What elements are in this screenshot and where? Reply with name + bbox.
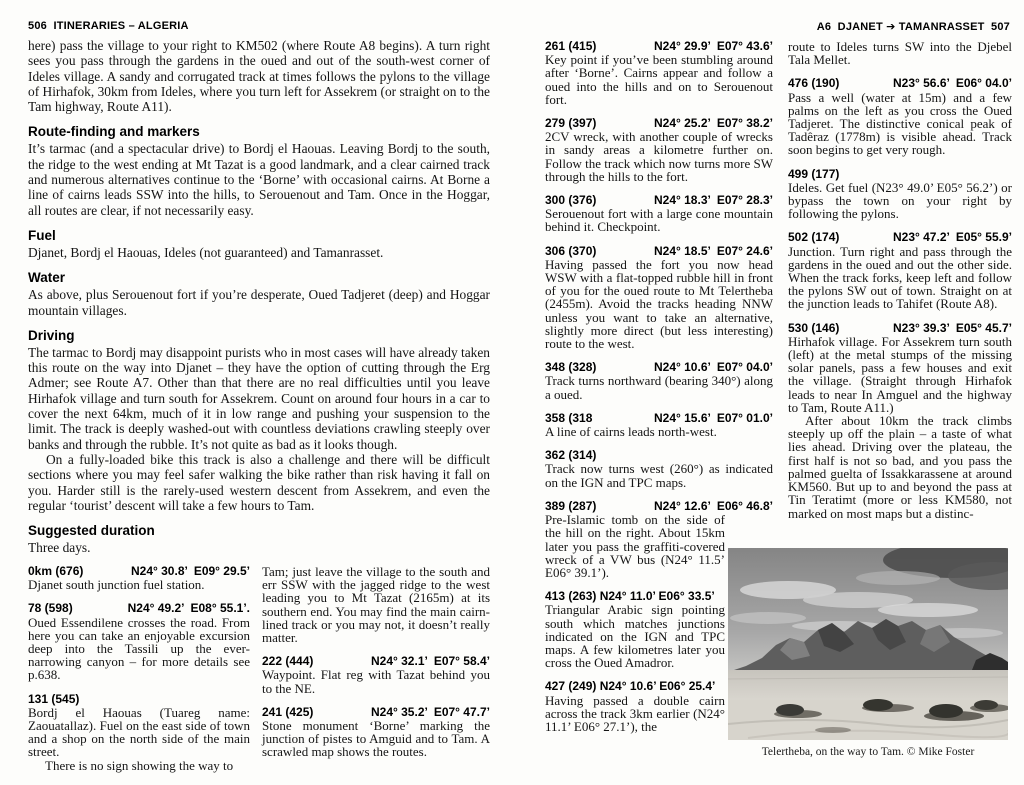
left-page-column-2 [262,565,490,770]
entry-coords: N24° 15.6’ E07° 01.0’ [653,410,773,425]
route-entry-362 [545,449,773,489]
desert-photo-illustration [728,548,1008,740]
right-page-header: A6 DJANET ➔ TAMANRASSET 507 [816,21,1010,33]
route-entry-502 [788,231,1012,310]
entry-km: 222 (444) [262,654,314,669]
entry-km: 131 (545) [28,691,80,706]
section-heading-driving: Driving [28,327,75,343]
entry-body: Waypoint. Flat reg with Tazat behind you to the NE. [262,667,490,696]
entry-body: Djanet south junction fuel station. [28,577,205,593]
entry-body: Ideles. Get fuel (N23° 49.0’ E05° 56.2’) or bypass the town on your right by following the pylons. [788,179,1012,222]
section-heading-fuel: Fuel [28,227,56,243]
section-body-water: As above, plus Serouenout fort if you’re desperate, Oued Tadjeret (deep) and Hoggar mountain villages. [28,287,490,318]
entry-heading [545,680,725,693]
entry-body-2: There is no sign showing the way to [45,757,234,773]
telertheba-photo [728,548,1008,740]
section-body-driving-2: On a fully-loaded bike this track is also a challenge and there will be difficult sections where you may feel safer walking the bike rather than risk having it fall on you. Harder still is the rarely-used western descent from Assekrem, and even the regular ‘tourist’ descent will take a few hours to Tam. [28,451,490,513]
entry-body: Track now turns west (260°) as indicated on the IGN and TPC maps. [545,461,773,490]
route-entry-131 [28,693,250,772]
section-heading-route-finding: Route-finding and markers [28,124,200,140]
route-entry-476 [788,77,1012,156]
route-entry-0km [28,565,250,591]
entry-body: Stone monument ‘Borne’ marking the junction of pistes to Amguid and to Tam. A scrawled map shows the routes. [262,718,490,760]
entry-km: 413 (263) N24° 11.0’ E06° 33.5’ [545,589,715,604]
entry-body: Serouenout fort with a large cone mountain behind it. Checkpoint. [545,206,773,235]
route-entry-499 [788,168,1012,221]
entry-coords: N24° 12.6’ E06° 46.8’ [653,498,773,513]
entry-body-2: After about 10km the track climbs steeply up off the plain – a taste of what lies ahead. Driving over the plateau, the first half is not so bad, and you pass the palmed guelta of Issakkarassene at around KM560. But up to and beyond the pass at Tin Teratimt (more or less KM580, not marked on most maps but a distinc- [788,413,1012,521]
entry-coords: N24° 18.5’ E07° 24.6’ [653,243,773,258]
entry-heading [788,322,1012,335]
entry-heading [788,231,1012,244]
left-page-column-1 [28,565,250,783]
route-entry-358 [545,412,773,438]
entry-heading [788,77,1012,90]
entry-coords: N24° 10.6’ E07° 04.0’ [653,360,773,375]
entry-km: 241 (425) [262,704,314,719]
entry-body: Having passed a double cairn across the track 3km earlier (N24° 11.1’ E06° 27.1’), the [545,692,725,734]
section-body-driving: The tarmac to Bordj may disappoint purists who in most cases will have already taken this route on the way into Djanet – they have the option of cutting through the Erg Admer; see Route A7. Other than that there are no real difficulties until you leave Hirhafok village and turn south for Assekrem. Count on around four hours in a car to cover the next 64km, much of it in low range and pushing your suspension to the limit. The track is deeply washed-out with countless deviations crawling steeply over banks and through the rubble. It’s not quite as bad as it looks though. [28,344,490,452]
entry-coords: N24° 18.3’ E07° 28.3’ [653,193,773,208]
entry-km: 362 (314) [545,448,597,463]
left-page-header: 506 ITINERARIES – ALGERIA [28,20,189,32]
route-entry-348 [545,361,773,401]
entry-body: Bordj el Haouas (Tuareg name: Zaouatallaz). Fuel on the east side of town and a shop on the north side of the main street. [28,704,250,760]
route-entry-300 [545,194,773,234]
column-continuation-text: Tam; just leave the village to the south and err SSW with the jagged ridge to the west leading you to Mt Tazat (2165m) at its southern end. You may find the main cairn-lined track or you may not, it doesn’t really matter. [262,564,490,646]
section-body-route-finding: It’s tarmac (and a spectacular drive) to Bordj el Haouas. Leaving Bordj to the south, the ridge to the west ending at Mt Tazat is a good landmark, and a clear cairned track and numerous alternatives continue to the ‘Borne’ with occasional cairns. At Borne a line of cairns leads SSW into the hills, to Serouenout and Tam. Once in the Hoggar, all routes are clear, if not necessarily easy. [28,141,490,218]
entry-coords: N24° 25.2’ E07° 38.2’ [653,116,773,131]
entry-body: Oued Essendilene crosses the road. From here you can take an enjoyable excursion deep into the Tassili up the ever-narrowing canyon – for more details see p.638. [28,614,250,683]
entry-coords: N24° 49.2’ E08° 55.1’. [127,601,250,616]
entry-coords: N23° 47.2’ E05° 55.9’ [892,230,1012,245]
intro-paragraph: here) pass the village to your right to KM502 (where Route A8 begins). A turn right sees you pass through the gardens in the oued and out of the south-west corner of Ideles village. A sandy and corrugated track at times follows the pylons to the village of Hirhafok, 30km from Ideles, where you turn left for Assekrem (or straight on to the Tam highway, Route A11). [28,38,490,115]
photo-caption: Telertheba, on the way to Tam. © Mike Foster [761,746,975,758]
entry-km: 300 (376) [545,193,597,208]
entry-km: 279 (397) [545,116,597,131]
entry-body: Key point if you’ve been stumbling around after ‘Borne’. Cairns appear and follow a oued into the hills and on to Serouenout fort. [545,52,773,107]
route-entry-261 [545,40,773,106]
entry-km: 306 (370) [545,243,597,258]
section-heading-duration: Suggested duration [28,523,155,539]
entry-body: Hirhafok village. For Assekrem turn south (left) at the metal stumps of the missing solar panels, pass a few houses and exit the village. (Straight through Hirhafok leads to near In Amguel and the highway to Tam, Route A11.) [788,333,1012,415]
entry-body: Having passed the fort you now head WSW with a flat-topped rubble hill in front of you for the oued route to Mt Telertheba (2455m). Avoid the tracks heading NNW unless you want to take an alternative, slightly more direct (but less interesting) route to the west. [545,256,773,352]
entry-km: 476 (190) [788,76,840,91]
entry-km: 530 (146) [788,320,840,335]
entry-km: 261 (415) [545,39,597,53]
entry-heading [788,168,1012,181]
entry-body: 2CV wreck, with another couple of wrecks in sandy areas a kilometre further on. Follow the track which now turns more SW through the hills to the fort. [545,129,773,184]
entry-km: 389 (287) [545,498,597,513]
section-body-duration: Three days. [28,540,91,556]
entry-km: 348 (328) [545,360,597,375]
section-body-fuel: Djanet, Bordj el Haouas, Ideles (not guaranteed) and Tamanrasset. [28,244,384,260]
entry-heading [545,245,773,258]
entry-coords: N24° 35.2’ E07° 47.7’ [370,704,490,719]
entry-body: A line of cairns leads north-west. [545,424,717,440]
entry-coords: N23° 39.3’ E05° 45.7’ [892,320,1012,335]
route-entry-306 [545,245,773,351]
entry-km: 78 (598) [28,601,73,616]
route-entry-78 [28,602,250,681]
right-page-column-2 [788,40,1012,531]
entry-body: Track turns northward (bearing 340°) along a oued. [545,373,773,402]
entry-body: Junction. Turn right and pass through the gardens in the oued and out the other side. When the track forks, keep left and follow the pylons SW out of town. Straight on at the junction leads to Tahifet (Route A8). [788,243,1012,312]
section-heading-water: Water [28,270,66,286]
entry-body: Pass a well (water at 15m) and a few palms on the left as you cross the Oued Tadjeret. The distinctive conical peak of Tadêraz (1778m) is visible ahead. Track soon begins to get very rough. [788,89,1012,158]
entry-body: Triangular Arabic sign pointing south which matches junctions indicated on the IGN and TPC maps. A few kilometres later you cross the Oued Amadror. [545,602,725,671]
entry-km: 499 (177) [788,166,840,181]
entry-km: 0km (676) [28,564,84,578]
route-entry-241 [262,706,490,759]
entry-body: Pre-Islamic tomb on the side of the hill on the right. About 15km later you pass the graffiti-covered wreck of a VW bus (N24° 11.5’ E06° 39.1’). [545,512,725,580]
column-continuation-text: route to Ideles turns SW into the Djebel Tala Mellet. [788,39,1012,68]
route-entry-279 [545,117,773,183]
entry-coords: N23° 56.6’ E06° 04.0’ [892,76,1012,91]
entry-coords: N24° 32.1’ E07° 58.4’ [370,654,490,669]
route-entry-530 [788,322,1012,520]
entry-km: 427 (249) N24° 10.6’ E06° 25.4’ [545,679,716,694]
entry-heading [28,693,250,706]
entry-km: 502 (174) [788,230,840,245]
route-entry-222 [262,655,490,695]
entry-heading [28,602,250,615]
left-page-top-text [28,38,490,555]
entry-km: 358 (318 [545,410,593,425]
entry-coords: N24° 30.8’ E09° 29.5’ [130,564,250,578]
entry-coords: N24° 29.9’ E07° 43.6’ [653,39,773,53]
